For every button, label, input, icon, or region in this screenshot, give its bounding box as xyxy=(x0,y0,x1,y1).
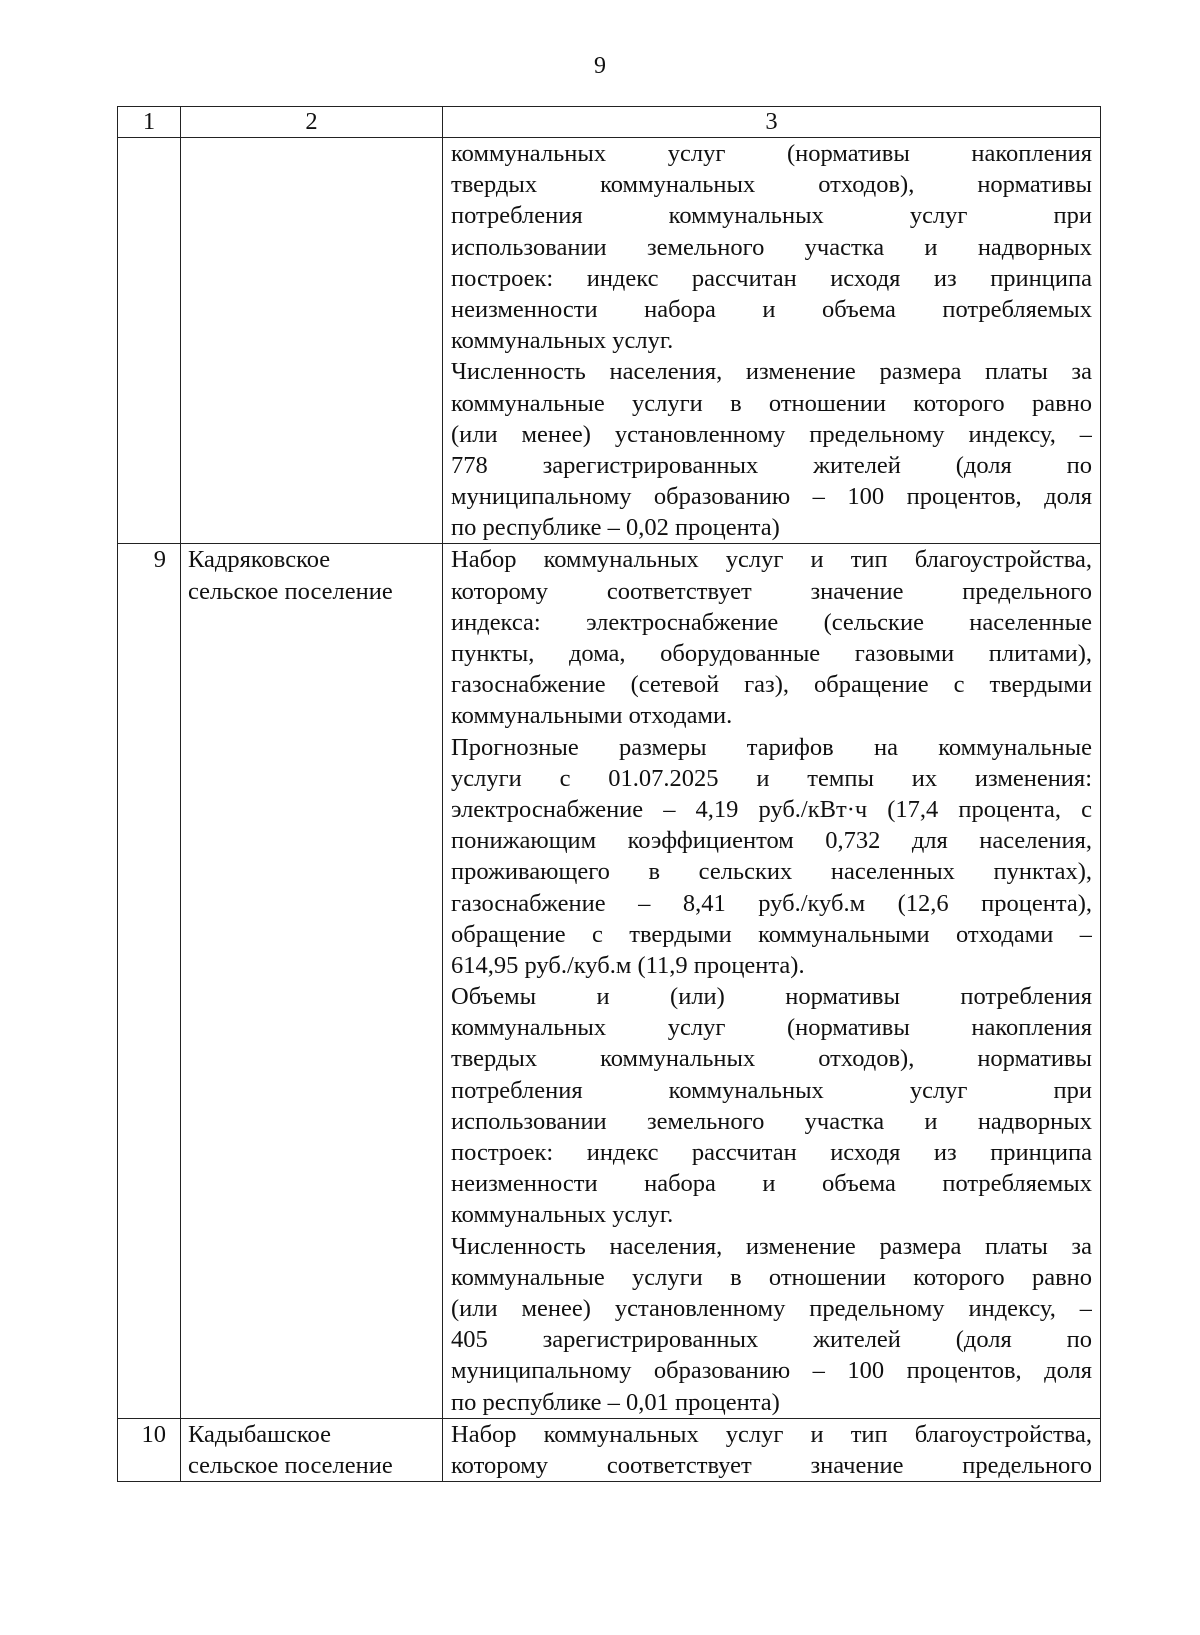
description-line: газоснабжение (сетевой газ), обращение с твердыми xyxy=(451,671,1092,699)
settlement-name-line: сельское поселение xyxy=(188,577,393,605)
header-cell-3: 3 xyxy=(443,107,1101,138)
description-line: услуги с 01.07.2025 и темпы их изменения: xyxy=(451,764,1092,792)
description-line: 778 зарегистрированных жителей (доля по xyxy=(451,451,1092,479)
description-line: коммунальных услуг. xyxy=(451,327,674,355)
description-line: (или менее) установленному предельному индексу, – xyxy=(451,420,1092,448)
table-row xyxy=(118,138,1101,544)
description-line: Набор коммунальных услуг и тип благоустройства, xyxy=(451,546,1092,574)
header-cell-1: 1 xyxy=(118,107,181,138)
settlement-name-cell xyxy=(181,138,443,544)
description-line: коммунальных услуг (нормативы накопления xyxy=(451,140,1092,167)
description-line: (или менее) установленному предельному индексу, – xyxy=(451,1294,1092,1322)
description-line: Прогнозные размеры тарифов на коммунальные xyxy=(451,733,1092,761)
page-number: 9 xyxy=(594,53,606,79)
description-line: 405 зарегистрированных жителей (доля по xyxy=(451,1326,1092,1354)
description-line: проживающего в сельских населенных пунктах), xyxy=(451,858,1092,886)
description-line: коммунальные услуги в отношении которого равно xyxy=(451,1263,1092,1291)
description-cell xyxy=(443,544,1101,1418)
description-line: коммунальные услуги в отношении которого равно xyxy=(451,389,1092,417)
description-line: муниципальному образованию – 100 процентов, доля xyxy=(451,483,1092,511)
description-line: электроснабжение – 4,19 руб./кВт·ч (17,4 процента, с xyxy=(451,795,1092,823)
header-row xyxy=(118,107,1101,138)
description-cell xyxy=(443,1418,1101,1481)
description-line: газоснабжение – 8,41 руб./куб.м (12,6 процента), xyxy=(451,889,1092,917)
settlement-name-line: Кадряковское xyxy=(188,546,331,574)
description-line: потребления коммунальных услуг при xyxy=(451,1076,1092,1104)
description-line: которому соответствует значение предельного xyxy=(451,1451,1092,1479)
description-line: потребления коммунальных услуг при xyxy=(451,202,1092,230)
description-line: Численность населения, изменение размера платы за xyxy=(451,1232,1092,1260)
description-line: построек: индекс рассчитан исходя из принципа xyxy=(451,264,1092,292)
description-line: обращение с твердыми коммунальными отходами – xyxy=(451,920,1092,948)
row-number-cell xyxy=(118,138,181,544)
description-line: использовании земельного участка и надворных xyxy=(451,233,1092,261)
settlement-name-cell xyxy=(181,544,443,1418)
description-line: пункты, дома, оборудованные газовыми плитами), xyxy=(451,640,1092,667)
table-row xyxy=(118,1418,1101,1481)
table-row xyxy=(118,544,1101,1418)
settlement-name-line: Кадыбашское xyxy=(188,1420,331,1448)
description-line: неизменности набора и объема потребляемых xyxy=(451,295,1092,323)
description-line: коммунальных услуг (нормативы накопления xyxy=(451,1014,1092,1042)
description-line: использовании земельного участка и надворных xyxy=(451,1107,1092,1135)
description-line: индекса: электроснабжение (сельские населенные xyxy=(451,608,1092,636)
description-line: коммунальными отходами. xyxy=(451,702,733,730)
row-number-cell: 9 xyxy=(118,544,181,1418)
description-line: Объемы и (или) нормативы потребления xyxy=(451,983,1092,1011)
description-line: неизменности набора и объема потребляемых xyxy=(451,1170,1092,1198)
description-line: муниципальному образованию – 100 процентов, доля xyxy=(451,1357,1092,1385)
description-line: Набор коммунальных услуг и тип благоустройства, xyxy=(451,1420,1092,1448)
description-line: по республике – 0,02 процента) xyxy=(451,514,780,542)
tariff-table xyxy=(117,106,1101,1482)
settlement-name-line: сельское поселение xyxy=(188,1451,393,1479)
row-number-cell: 10 xyxy=(118,1418,181,1481)
description-line: 614,95 руб./куб.м (11,9 процента). xyxy=(451,951,805,979)
description-line: коммунальных услуг. xyxy=(451,1201,674,1229)
description-line: по республике – 0,01 процента) xyxy=(451,1388,780,1416)
description-cell xyxy=(443,138,1101,544)
header-cell-2: 2 xyxy=(181,107,443,138)
description-line: твердых коммунальных отходов), нормативы xyxy=(451,171,1092,199)
settlement-name-cell xyxy=(181,1418,443,1481)
description-line: которому соответствует значение предельного xyxy=(451,577,1092,605)
description-line: твердых коммунальных отходов), нормативы xyxy=(451,1045,1092,1073)
description-line: построек: индекс рассчитан исходя из принципа xyxy=(451,1139,1092,1166)
description-line: понижающим коэффициентом 0,732 для населения, xyxy=(451,827,1092,855)
description-line: Численность населения, изменение размера платы за xyxy=(451,358,1092,386)
